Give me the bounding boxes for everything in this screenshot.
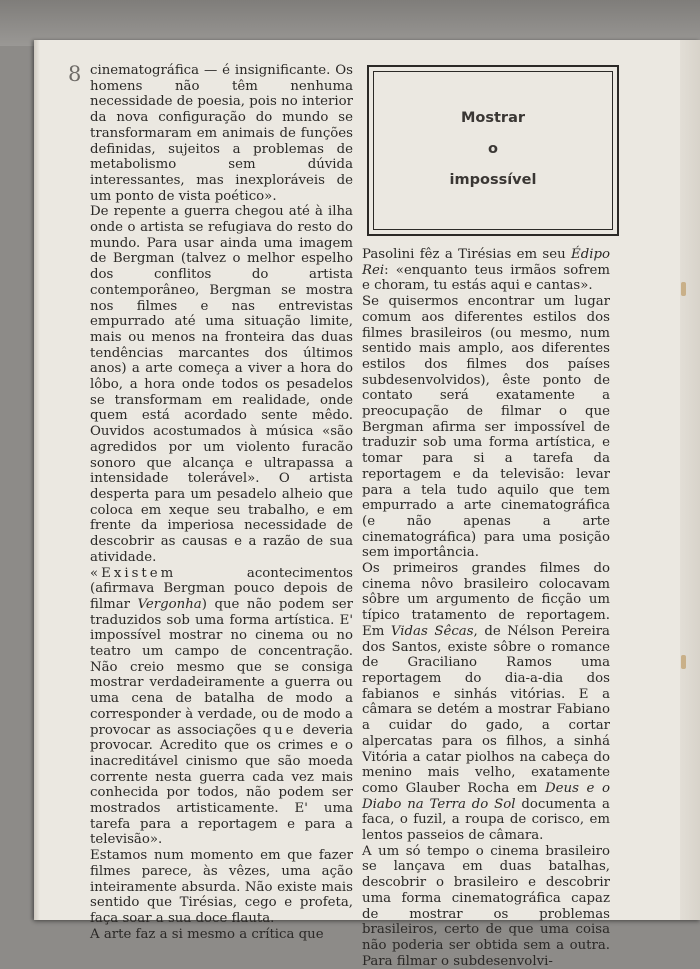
title-line: Mostrar: [460, 110, 526, 126]
film-title: Édipo Rei: [362, 247, 610, 278]
paragraph: Estamos num momento em que fazer filmes parece, às vêzes, uma ação inteiramente absurda. Não existe mais sentido que Tirésias, cego e profeta, faça soar a sua doce flauta.: [90, 848, 353, 926]
title-line: impossível: [449, 172, 537, 188]
paragraph: [362, 247, 610, 294]
title-box: [367, 65, 619, 236]
article-title: [369, 103, 617, 196]
film-title: Vergonha: [137, 596, 202, 612]
paragraph-text: ) que não podem ser traduzidos sob uma forma artística. E' impossível mostrar no cinema ou no teatro um campo de concentração. Não creio mesmo que se consiga mostrar verdadeiramente a guerra ou uma cena de batalha de modo a corresponder à verdade, ou de modo a provocar as associações: [90, 596, 354, 738]
paragraph-text: De repente a guerra chegou até à ilha onde o artista se refugiava do resto do mundo. Para usar ainda uma imagem de Bergman (talvez o melhor espelho dos conflitos do artista contemporâneo, Bergman se mostra nos filmes e nas entrevistas empurrado até uma situação limite, mais ou menos na fronteira das duas tendências marcantes dos últimos anos) a arte começa a viver a hora do lôbo, a hora onde todos os pesadelos se transformam em realidade, onde quem está acordado sente mêdo. Ouvidos acostumados à música «são agredidos por um violento furacão sonoro que alcança e ultrapassa a intensidade tolerável». O artista desperta para um pesadelo alheio que coloca em xeque seu trabalho, e em frente da imperiosa necessidade de descobrir as causas e a razão de sua atividade.: [90, 204, 353, 565]
binding-mark: [681, 655, 686, 669]
right-column: [362, 247, 610, 969]
spaced-word: «Existem: [90, 565, 177, 581]
spaced-word: que: [262, 722, 297, 738]
title-line: o: [488, 141, 498, 157]
film-title: Deus e o Diabo na Terra do Sol: [362, 780, 610, 812]
left-column: [90, 63, 353, 942]
paragraph: [90, 204, 353, 565]
paragraph: [362, 561, 610, 844]
binding-mark: [681, 282, 686, 296]
paragraph: Se quisermos encontrar um lugar comum aos diferentes estilos dos filmes brasileiros (ou mesmo, num sentido mais amplo, aos diferentes estilos dos filmes dos países subdesenvolvidos), êste ponto de contato será exatamente a preocupação de filmar o que Bergman afirma ser impossível de traduzir sob uma forma artística, e tomar para si a tarefa da reportagem e da televisão: levar para a tela tudo aquilo que tem empurrado a arte cinematográfica (e não apenas a arte cinematográfica) para uma posição sem importância.: [362, 294, 610, 561]
paragraph: cinematográfica — é insignificante. Os homens não têm nenhuma necessidade de poesia, pois no interior da nova configuração do mundo se transformaram em animais de funções definidas, sujeitos a problemas de metabolismo sem dúvida interessantes, mas inexploráveis de um ponto de vista poético».: [90, 63, 353, 204]
paragraph: [90, 566, 353, 849]
paragraph-text: acontecimentos (afirmava Bergman pouco depois de filmar: [90, 565, 353, 612]
page-number: 8: [68, 62, 82, 86]
film-title: Vidas Sêcas: [390, 623, 474, 639]
paragraph-text: Pasolini fêz a Tirésias em seu: [362, 247, 571, 262]
paragraph-text: Os primeiros grandes filmes do cinema nôvo brasileiro colocavam sôbre um argumento de ficção um típico tratamento de reportagem. Em: [362, 561, 610, 639]
paragraph-text: deveria provocar. Acredito que os crimes e o inacreditável cinismo que são moeda corrente nesta guerra cada vez mais conhecida por todos, não podem ser mostrados artisticamente. E' uma tarefa para a reportagem e para a televisão».: [90, 722, 354, 848]
paragraph-text: , de Nélson Pereira dos Santos, existe sôbre o romance de Graciliano Ramos uma reportagem do dia-a-dia dos fabianos e sinhás vitórias. E a câmara se detém a mostrar Fabiano a cuidar do gado, a cortar alpercatas para os filhos, a sinhá Vitória a catar piolhos na cabeça do menino mais velho, exatamente como Glauber Rocha em: [362, 623, 610, 796]
paragraph-text: documenta a faca, o fuzil, a roupa de corisco, em lentos passeios de câmara.: [362, 796, 610, 844]
paragraph-text: : «enquanto teus irmãos sofrem e choram, tu estás aqui e cantas».: [362, 262, 610, 294]
paragraph: A arte faz a si mesmo a crítica que: [90, 926, 324, 942]
paragraph: A um só tempo o cinema brasileiro se lançava em duas batalhas, descobrir o brasileiro e descobrir uma forma cinematográfica capaz de mostrar os problemas brasileiros, certo de que uma coisa não poderia ser obtida sem a outra. Para filmar o subdesenvolvi-: [362, 843, 610, 969]
page-edge: [680, 40, 700, 920]
